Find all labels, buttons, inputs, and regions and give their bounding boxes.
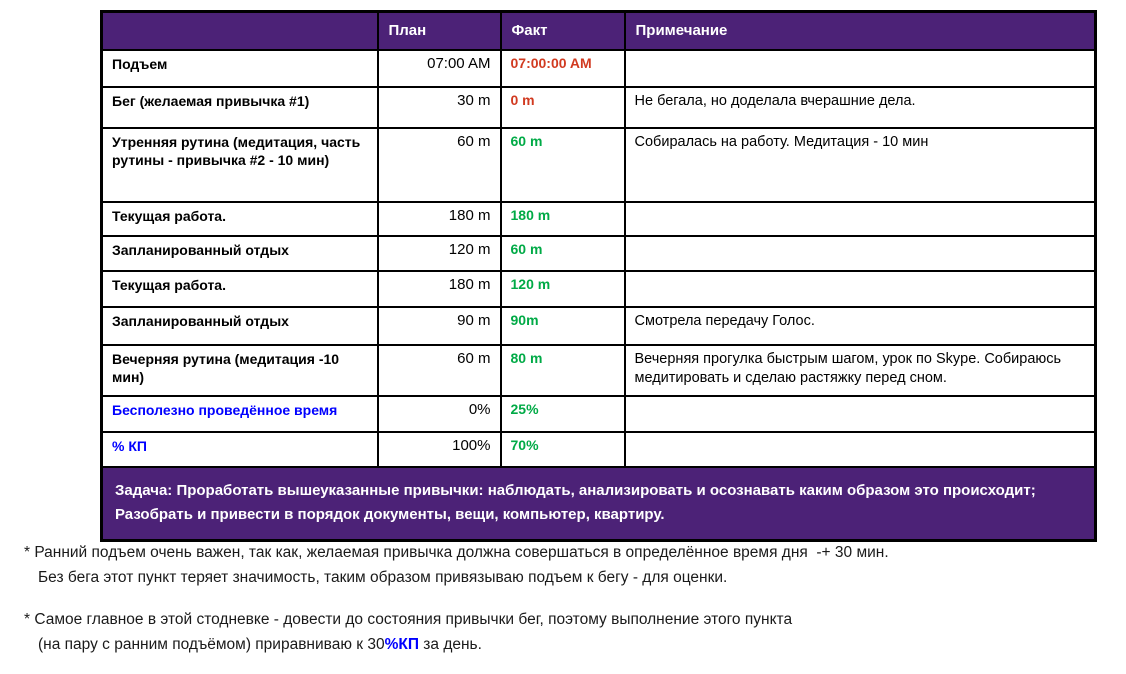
note-value — [625, 271, 1096, 307]
header-row — [102, 12, 1096, 50]
habit-tracker-table — [100, 10, 1097, 542]
fact-value: 70% — [501, 432, 625, 467]
note-value — [625, 50, 1096, 87]
fact-value: 60 m — [501, 128, 625, 202]
fact-value: 120 m — [501, 271, 625, 307]
footnote-1-line-1: * Ранний подъем очень важен, так как, желаемая привычка должна совершаться в определённое время дня -+ 30 мин. — [24, 544, 889, 561]
note-value — [625, 202, 1096, 236]
plan-value: 180 m — [378, 202, 501, 236]
table-row-wasted-time — [102, 396, 1096, 432]
table-row-work-1 — [102, 202, 1096, 236]
activity-label: Утренняя рутина (медитация, часть рутины - привычка #2 - 10 мин) — [102, 128, 378, 202]
header-fact: Факт — [501, 12, 625, 50]
activity-label: % КП — [102, 432, 378, 467]
fact-value: 25% — [501, 396, 625, 432]
table-row-morning-routine — [102, 128, 1096, 202]
footnote-1-line-2: Без бега этот пункт теряет значимость, таким образом привязываю подъем к бегу - для оценки. — [38, 569, 728, 586]
plan-value: 120 m — [378, 236, 501, 271]
footnotes — [24, 540, 889, 674]
plan-value: 60 m — [378, 345, 501, 396]
task-footer-row — [102, 467, 1096, 541]
plan-value: 07:00 AM — [378, 50, 501, 87]
fact-value: 90m — [501, 307, 625, 345]
table-row-rest-1 — [102, 236, 1096, 271]
header-note: Примечание — [625, 12, 1096, 50]
plan-value: 0% — [378, 396, 501, 432]
footnote-2-line-2 — [38, 632, 889, 657]
table-row-kp-percent — [102, 432, 1096, 467]
table-row-evening-routine — [102, 345, 1096, 396]
plan-value: 100% — [378, 432, 501, 467]
header-activity — [102, 12, 378, 50]
fact-value: 60 m — [501, 236, 625, 271]
footnote-2-kp-highlight: %КП — [384, 636, 419, 653]
plan-value: 180 m — [378, 271, 501, 307]
table-row-work-2 — [102, 271, 1096, 307]
habit-tracker-table-wrap — [100, 10, 1097, 542]
note-value: Собиралась на работу. Медитация - 10 мин — [625, 128, 1096, 202]
note-value — [625, 396, 1096, 432]
activity-label: Текущая работа. — [102, 271, 378, 307]
table-row-rest-2 — [102, 307, 1096, 345]
plan-value: 60 m — [378, 128, 501, 202]
activity-label: Подъем — [102, 50, 378, 87]
footnote-2-line-2-suffix: за день. — [418, 636, 482, 653]
header-plan: План — [378, 12, 501, 50]
note-value: Вечерняя прогулка быстрым шагом, урок по Skype. Собираюсь медитировать и сделаю растяжку перед сном. — [625, 345, 1096, 396]
activity-label: Текущая работа. — [102, 202, 378, 236]
activity-label: Запланированный отдых — [102, 236, 378, 271]
plan-value: 90 m — [378, 307, 501, 345]
footnote-2 — [24, 607, 889, 657]
activity-label: Вечерняя рутина (медитация -10 мин) — [102, 345, 378, 396]
note-value: Смотрела передачу Голос. — [625, 307, 1096, 345]
fact-value: 80 m — [501, 345, 625, 396]
table-row-run — [102, 87, 1096, 128]
note-value: Не бегала, но доделала вчерашние дела. — [625, 87, 1096, 128]
fact-value: 0 m — [501, 87, 625, 128]
footnote-2-line-1: * Самое главное в этой стодневке - довести до состояния привычки бег, поэтому выполнение этого пункта — [24, 611, 793, 628]
note-value — [625, 432, 1096, 467]
task-footer-text: Задача: Проработать вышеуказанные привычки: наблюдать, анализировать и осознавать каким образом это происходит; Разобрать и привести в порядок документы, вещи, компьютер, квартиру. — [102, 467, 1096, 541]
activity-label: Бег (желаемая привычка #1) — [102, 87, 378, 128]
plan-value: 30 m — [378, 87, 501, 128]
note-value — [625, 236, 1096, 271]
table-row-wakeup — [102, 50, 1096, 87]
activity-label: Бесполезно проведённое время — [102, 396, 378, 432]
fact-value: 180 m — [501, 202, 625, 236]
footnote-1 — [24, 540, 889, 590]
footnote-2-line-2-prefix: (на пару с ранним подъёмом) приравниваю к 30 — [38, 636, 385, 653]
activity-label: Запланированный отдых — [102, 307, 378, 345]
fact-value: 07:00:00 AM — [501, 50, 625, 87]
